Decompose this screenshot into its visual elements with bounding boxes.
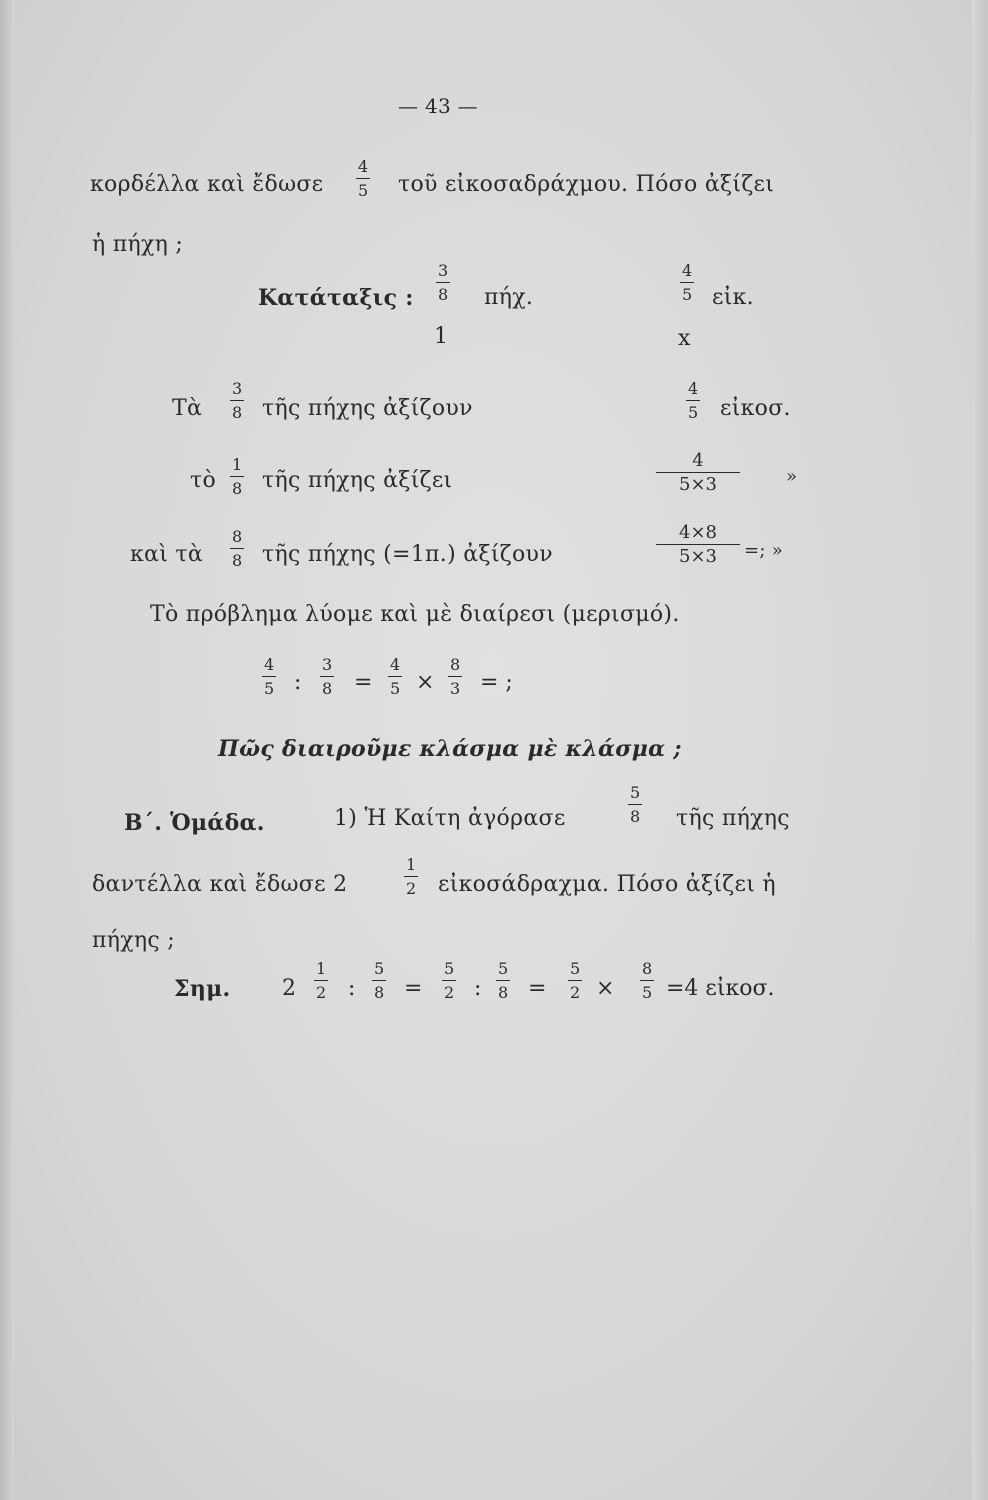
denominator: 5×3 bbox=[679, 546, 717, 567]
katataxis-unknown: x bbox=[678, 326, 691, 351]
denominator: 5×3 bbox=[679, 474, 717, 495]
numerator: 4 bbox=[390, 655, 401, 674]
denominator: 8 bbox=[498, 983, 509, 1002]
denominator: 8 bbox=[630, 807, 641, 826]
page-edge-left bbox=[0, 0, 14, 1500]
note-fraction-3 bbox=[442, 960, 456, 1001]
note-fraction-1 bbox=[314, 960, 328, 1001]
note-whole-number: 2 bbox=[282, 976, 296, 1001]
row1-right-fraction bbox=[686, 380, 700, 421]
numerator: 8 bbox=[450, 655, 461, 674]
division-operator-1: : bbox=[294, 670, 302, 695]
problem-line: Τὸ πρόβλημα λύομε καὶ μὲ διαίρεσι (μερισμό). bbox=[150, 602, 680, 627]
row1-fraction bbox=[230, 380, 244, 421]
numerator: 1 bbox=[316, 959, 327, 978]
numerator: 1 bbox=[406, 855, 417, 874]
note-fraction-4 bbox=[496, 960, 510, 1001]
text-line-2: ἡ πήχη ; bbox=[92, 232, 184, 257]
page-number: — 43 — bbox=[398, 94, 478, 118]
line-b3: πήχης ; bbox=[92, 928, 175, 953]
division-operator-2: = bbox=[354, 670, 373, 695]
katataxis-one: 1 bbox=[434, 324, 449, 349]
row3-lead: καὶ τὰ bbox=[130, 542, 204, 567]
numerator: 4 bbox=[358, 157, 369, 176]
denominator: 8 bbox=[438, 285, 449, 304]
denominator: 5 bbox=[642, 983, 653, 1002]
denominator: 5 bbox=[682, 285, 693, 304]
text-line-1-end: τοῦ εἰκοσαδράχμου. Πόσο ἀξίζει bbox=[398, 172, 775, 197]
note-operator-2: = bbox=[404, 976, 423, 1001]
division-fraction-3 bbox=[388, 656, 402, 697]
page-edge-right bbox=[972, 0, 988, 1500]
row1-lead: Τὰ bbox=[172, 396, 203, 421]
katataxis-unit-b: εἰκ. bbox=[712, 285, 754, 310]
numerator: 8 bbox=[642, 959, 653, 978]
denominator: 3 bbox=[450, 679, 461, 698]
numerator: 5 bbox=[444, 959, 455, 978]
numerator: 1 bbox=[232, 455, 243, 474]
numerator: 5 bbox=[498, 959, 509, 978]
row2-ditto-mark: » bbox=[786, 466, 798, 487]
note-operator-5: × bbox=[596, 976, 615, 1001]
row2-lead: τὸ bbox=[190, 468, 217, 493]
group-b-label: Β΄. Ὁμάδα. bbox=[124, 810, 265, 836]
division-fraction-2 bbox=[320, 656, 334, 697]
text-line-1-start: κορδέλλα καὶ ἔδωσε bbox=[90, 172, 324, 197]
note-fraction-5 bbox=[568, 960, 582, 1001]
row3-right-fraction bbox=[656, 524, 740, 565]
katataxis-fraction-a bbox=[436, 262, 450, 303]
numerator: 3 bbox=[438, 261, 449, 280]
denominator: 8 bbox=[232, 479, 243, 498]
denominator: 8 bbox=[232, 403, 243, 422]
group-b-start: 1) Ἡ Καίτη ἀγόρασε bbox=[334, 806, 566, 831]
denominator: 5 bbox=[358, 181, 369, 200]
numerator: 3 bbox=[322, 655, 333, 674]
katataxis-label: Κατάταξις : bbox=[258, 285, 414, 311]
denominator: 2 bbox=[316, 983, 327, 1002]
numerator: 4×8 bbox=[679, 522, 717, 543]
line-b2-fraction bbox=[404, 856, 418, 897]
fraction-four-fifths bbox=[356, 158, 370, 199]
denominator: 5 bbox=[264, 679, 275, 698]
numerator: 8 bbox=[232, 527, 243, 546]
line-b2-end: εἰκοσάδραχμα. Πόσο ἀξίζει ἡ bbox=[438, 872, 776, 897]
denominator: 5 bbox=[688, 403, 699, 422]
row1-text: τῆς πήχης ἀξίζουν bbox=[262, 396, 473, 421]
note-operator-1: : bbox=[348, 976, 356, 1001]
row2-text: τῆς πήχης ἀξίζει bbox=[262, 468, 453, 493]
numerator: 4 bbox=[692, 450, 704, 471]
row1-unit: εἰκοσ. bbox=[720, 396, 791, 421]
numerator: 5 bbox=[374, 959, 385, 978]
denominator: 2 bbox=[444, 983, 455, 1002]
denominator: 8 bbox=[374, 983, 385, 1002]
katataxis-unit-a: πήχ. bbox=[484, 285, 534, 310]
division-operator-4: = ; bbox=[480, 670, 513, 695]
note-operator-4: = bbox=[528, 976, 547, 1001]
numerator: 5 bbox=[570, 959, 581, 978]
numerator: 3 bbox=[232, 379, 243, 398]
denominator: 5 bbox=[390, 679, 401, 698]
katataxis-fraction-b bbox=[680, 262, 694, 303]
section-heading: Πῶς διαιροῦμε κλάσμα μὲ κλάσμα ; bbox=[218, 736, 682, 762]
group-b-fraction bbox=[628, 784, 642, 825]
division-fraction-1 bbox=[262, 656, 276, 697]
note-label: Σημ. bbox=[174, 976, 231, 1002]
note-fraction-6 bbox=[640, 960, 654, 1001]
row3-fraction bbox=[230, 528, 244, 569]
line-b2-start: δαντέλλα καὶ ἔδωσε 2 bbox=[92, 872, 348, 897]
row3-text: τῆς πήχης (=1π.) ἀξίζουν bbox=[262, 542, 553, 567]
numerator: 4 bbox=[264, 655, 275, 674]
note-fraction-2 bbox=[372, 960, 386, 1001]
division-operator-3: × bbox=[416, 670, 435, 695]
denominator: 8 bbox=[322, 679, 333, 698]
row3-tail: =; » bbox=[744, 540, 784, 561]
denominator: 2 bbox=[570, 983, 581, 1002]
group-b-end: τῆς πήχης bbox=[676, 806, 790, 831]
row2-fraction bbox=[230, 456, 244, 497]
note-operator-3: : bbox=[474, 976, 482, 1001]
numerator: 4 bbox=[682, 261, 693, 280]
numerator: 5 bbox=[630, 783, 641, 802]
division-fraction-4 bbox=[448, 656, 462, 697]
denominator: 2 bbox=[406, 879, 417, 898]
row2-right-fraction bbox=[656, 452, 740, 493]
numerator: 4 bbox=[688, 379, 699, 398]
denominator: 8 bbox=[232, 551, 243, 570]
note-result: =4 εἰκοσ. bbox=[666, 976, 775, 1001]
